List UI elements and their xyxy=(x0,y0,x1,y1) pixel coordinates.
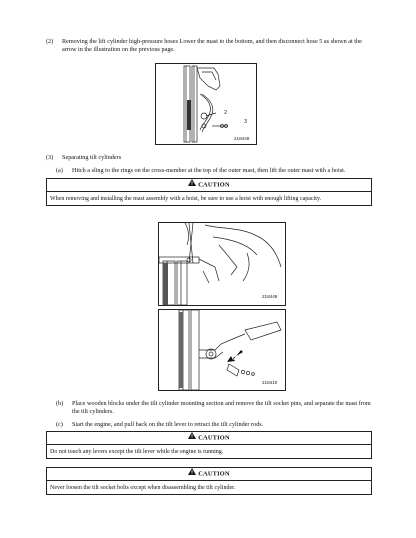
caution-header xyxy=(47,432,371,445)
warning-triangle-icon xyxy=(188,432,196,444)
caution-header xyxy=(47,468,371,481)
caution-label: CAUTION xyxy=(198,181,230,189)
caution-label: CAUTION xyxy=(198,434,230,442)
step-3c-text: Start the engine, and pull back on the tilt lever to retract the tilt cylinder rods. xyxy=(72,421,264,428)
figure-mast-hoses xyxy=(155,63,257,145)
caution-box-hoist xyxy=(46,178,372,206)
step-3b-text: Place wooden blocks under the tilt cylinder mounting section and remove the tilt socket pins, and separate the mast from the tilt cylinders. xyxy=(72,400,371,416)
caution-text: When removing and installing the mast assembly with a hoist, be sure to use a hoist with enough lifting capacity. xyxy=(50,196,322,202)
step-3b-number: (b) xyxy=(56,400,64,407)
caution-text: Do not touch any levers except the tilt lever while the engine is running. xyxy=(50,449,224,455)
step-3a-text: Hitch a sling to the rings on the cross-member at the top of the outer mast, then lift the outer mast with a hoist. xyxy=(72,167,346,174)
warning-triangle-icon xyxy=(188,179,196,191)
warning-triangle-icon xyxy=(188,468,196,480)
figure-tilt-socket-pin-drawing xyxy=(159,310,285,390)
figure-tilt-socket-pin xyxy=(158,309,286,391)
step-3-number: (3) xyxy=(46,154,54,161)
step-2-number: (2) xyxy=(46,38,54,45)
figure-sling-hoist xyxy=(158,222,286,306)
step-3a-number: (a) xyxy=(56,167,63,174)
figure-mast-hoses-drawing xyxy=(156,64,256,144)
callout-2: 2 xyxy=(224,110,227,116)
figure-2-id: 218449 xyxy=(262,294,278,299)
caution-label: CAUTION xyxy=(198,470,230,478)
caution-text: Never loosen the tilt socket bolts except when disassembling the tilt cylinder. xyxy=(50,485,236,491)
caution-box-socket-bolts xyxy=(46,467,372,495)
caution-header xyxy=(47,179,371,192)
step-3-title: Separating tilt cylinders xyxy=(62,154,122,161)
figure-sling-hoist-drawing xyxy=(159,223,285,305)
step-3c-number: (c) xyxy=(56,421,63,428)
figure-3-id: 218410 xyxy=(262,380,278,385)
callout-3: 3 xyxy=(244,119,247,125)
figure-1-id: 218448 xyxy=(234,136,250,141)
step-2-text: Removing the lift cylinder high-pressure hoses Lower the mast to the bottom, and then disconnect hose 5 as shown at the arrow in the illustration on the previous page. xyxy=(62,38,362,54)
caution-box-levers xyxy=(46,431,372,459)
